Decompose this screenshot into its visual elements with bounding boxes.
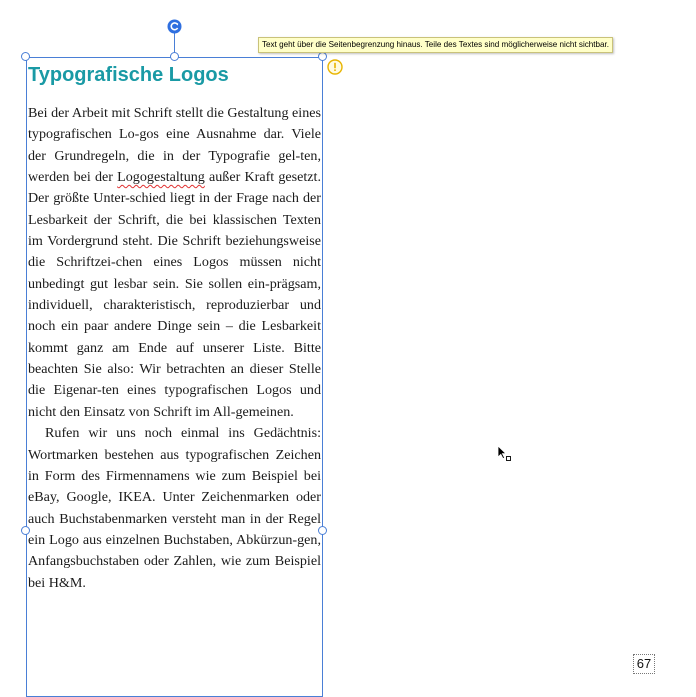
resize-handle-top-left[interactable] <box>21 52 30 61</box>
text-frame-content[interactable] <box>28 62 321 594</box>
mouse-pointer-icon <box>497 445 513 463</box>
warning-icon[interactable] <box>327 59 343 75</box>
rotate-handle-stem <box>174 33 175 53</box>
resize-handle-top-center[interactable] <box>170 52 179 61</box>
misspelled-word[interactable]: Logogestaltung <box>117 169 205 186</box>
rotate-icon[interactable] <box>167 19 182 34</box>
body-paragraph-1 <box>28 103 321 423</box>
paragraph-text: außer Kraft gesetzt. Der größte Unter-schied liegt in der Frage nach der Lesbarkeit der Schrift, die bei klassischen Texten im Vordergrund steht. Die Schrift beziehungsweise die Schriftzei-chen eines Logos müssen nicht unbedingt gut lesbar sein. Sie sollen ein-prägsam, individuell, charakteristisch, reproduzierbar und noch ein paar andere Dinge sein – die Lesbarkeit kommt ganz am Ende auf unserer Liste. Bitte beachten Sie also: Wir betrachten an dieser Stelle die Eigenar-ten eines typografischen Logos und nicht den Einsatz von Schrift im All-gemeinen. <box>28 169 321 420</box>
overflow-tooltip: Text geht über die Seitenbegrenzung hinaus. Teile des Textes sind möglicherweise nicht sichtbar. <box>258 37 613 53</box>
article-title: Typografische Logos <box>28 64 229 86</box>
body-paragraph-2: Rufen wir uns noch einmal ins Gedächtnis: Wortmarken bestehen aus typografischen Zeichen in Form des Firmennamens wie zum Beispiel bei eBay, Google, IKEA. Unter Zeichenmarken oder auch Buchstabenmarken versteht man in der Regel ein Logo aus einzelnen Buchstaben, Abkürzun-gen, Anfangsbuchstaben oder Zahlen, wie zum Beispiel bei H&M. <box>28 425 321 591</box>
paragraph-text: Bei der Arbeit mit Schrift stellt die Gestaltung eines typografischen Lo-gos eine Ausnahme dar. Viele der Grundregeln, die in der Typografie gel-ten, werden bei der <box>28 105 321 186</box>
page-number: 67 <box>633 654 655 674</box>
resize-handle-top-right[interactable] <box>318 52 327 61</box>
